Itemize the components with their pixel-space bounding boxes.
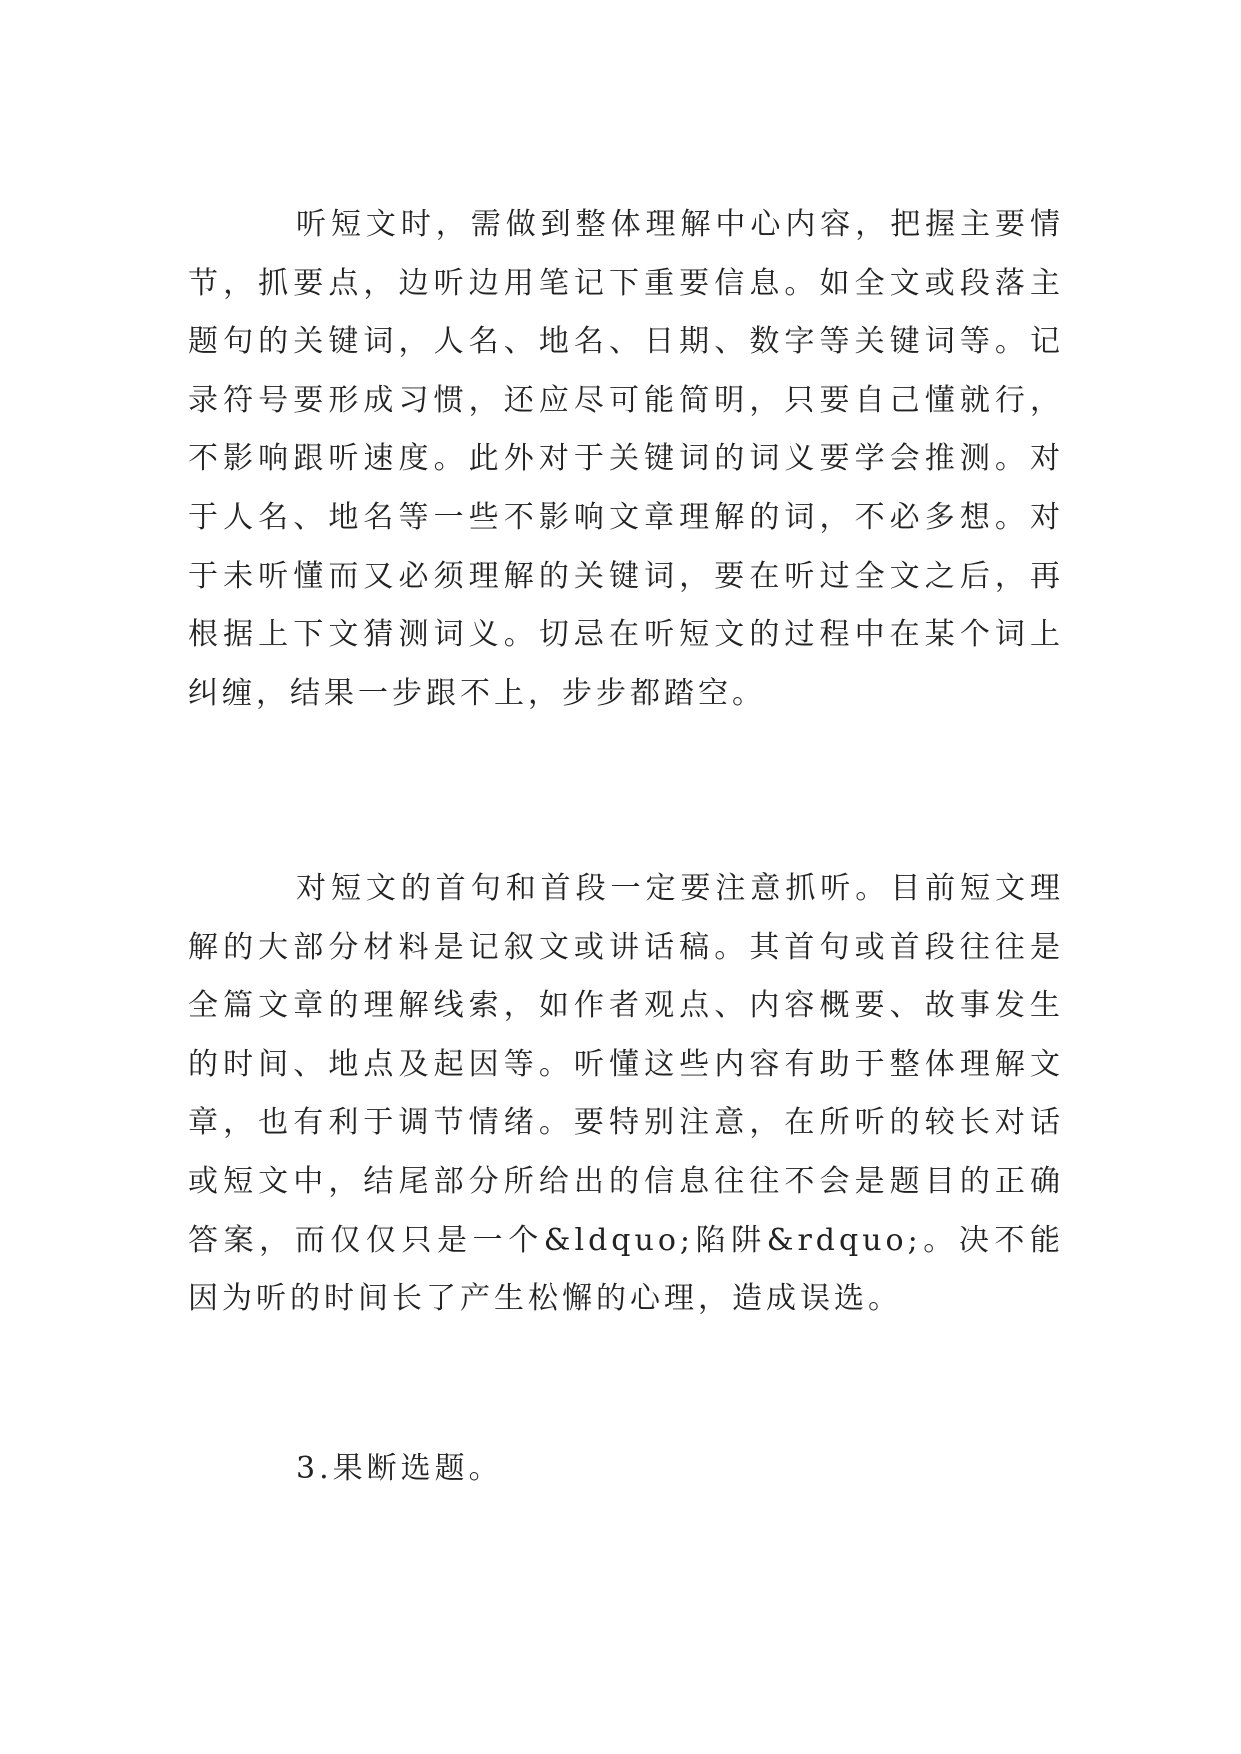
paragraph-short-passage-listening: 听短文时，需做到整体理解中心内容，把握主要情节，抓要点，边听边用笔记下重要信息。如全文或段落主题句的关键词，人名、地名、日期、数字等关键词等。记录符号要形成习惯，还应尽可能简明，只要自己懂就行，不影响跟听速度。此外对于关键词的词义要学会推测。对于人名、地名等一些不影响文章理解的词，不必多想。对于未听懂而又必须理解的关键词，要在听过全文之后，再根据上下文猜测词义。切忌在听短文的过程中在某个词上纠缠，结果一步跟不上，步步都踏空。 — [188, 207, 1064, 711]
section-heading-decisive-selection: 3.果断选题。 — [296, 1451, 503, 1486]
paragraph-first-sentence-attention: 对短文的首句和首段一定要注意抓听。目前短文理解的大部分材料是记叙文或讲话稿。其首句或首段往往是全篇文章的理解线索，如作者观点、内容概要、故事发生的时间、地点及起因等。听懂这些内容有助于整体理解文章，也有利于调节情绪。要特别注意，在所听的较长对话或短文中，结尾部分所给出的信息往往不会是题目的正确答案，而仅仅只是一个&ldquo;陷阱&rdquo;。决不能因为听的时间长了产生松懈的心理，造成误选。 — [188, 871, 1064, 1317]
